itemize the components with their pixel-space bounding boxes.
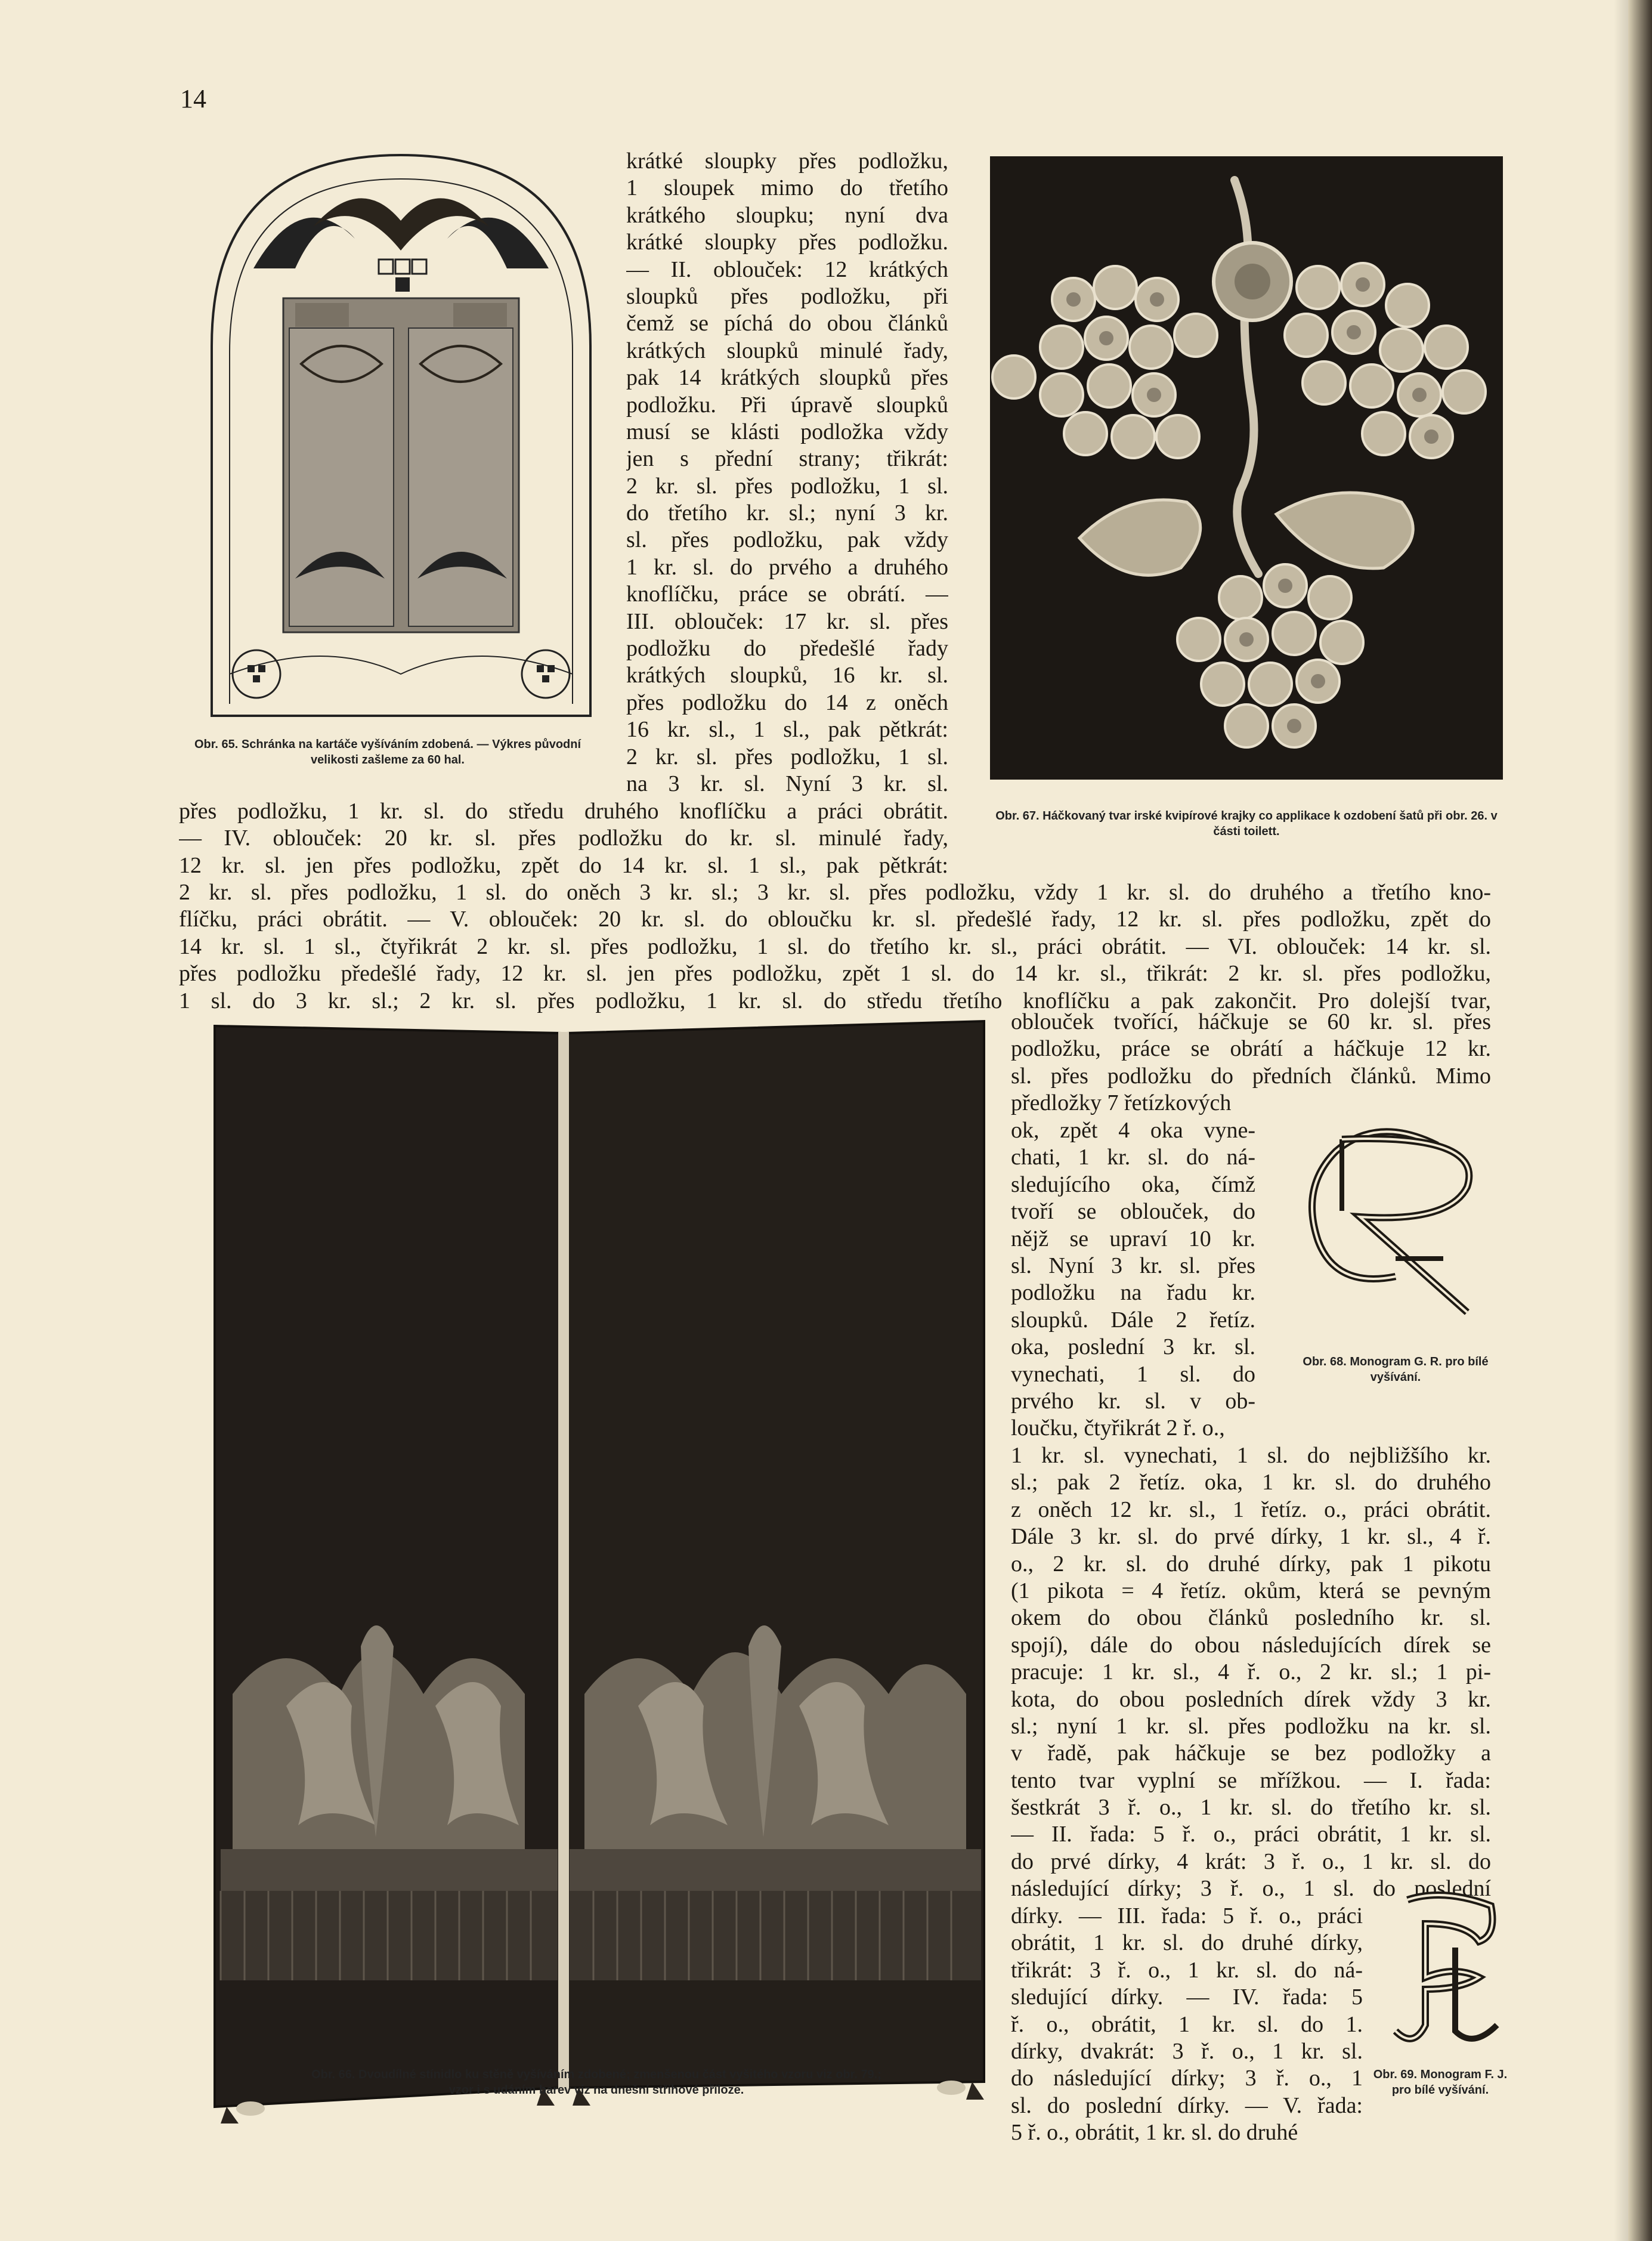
text-line: krátkých sloupků minulé řady, (626, 338, 948, 363)
text-line: sl. přes podložku do předních článků. Mimo (1011, 1063, 1491, 1089)
text-line: flíčku, práci obrátit. — V. oblouček: 20 kr. sl. do obloučku kr. sl. předešlé řady, 12 kr. sl. přes podložku, zpět do (179, 907, 1491, 932)
text-line: Dále 3 kr. sl. do prvé dírky, 1 kr. sl., 4 ř. (1011, 1524, 1491, 1550)
irish-lace-photo (990, 156, 1503, 780)
text-line: krátkého sloupku; nyní dva (626, 202, 948, 228)
figure-68-monogram-gr (1288, 1121, 1503, 1318)
figure-69-caption (1372, 2067, 1509, 2098)
text-column-c (179, 879, 1491, 1015)
text-line: sledující dírky. — IV. řada: 5 (1011, 1985, 1363, 2010)
text-line: 2 kr. sl. přes podložku, 1 sl. (626, 473, 948, 499)
text-line: sledujícího oka, čímž (1011, 1171, 1255, 1197)
text-line: třikrát: 3 ř. o., 1 kr. sl. do ná- (1011, 1957, 1363, 1983)
text-column-e (1011, 1117, 1255, 1442)
figure-67-caption-text: Háčkovaný tvar irské kvipírové krajky co applikace k ozdobení šatů při obr. 26. v části toilett. (1042, 809, 1498, 838)
text-line: následující dírky; 3 ř. o., 1 sl. do poslední (1011, 1876, 1491, 1902)
text-line: podložku. Při úpravě sloupků (626, 392, 948, 418)
figure-69-number: Obr. 69. (1373, 2068, 1418, 2081)
text-column-a (626, 148, 948, 798)
text-line: na 3 kr. sl. Nyní 3 kr. sl. (626, 771, 948, 796)
figure-68-number: Obr. 68. (1303, 1355, 1347, 1368)
figure-67-caption (990, 808, 1503, 839)
text-line: sl.; nyní 1 kr. sl. přes podložku na kr. sl. (1011, 1713, 1491, 1739)
text-line: musí se klásti podložka vždy (626, 419, 948, 444)
figure-67-number: Obr. 67. (995, 809, 1040, 823)
text-line: pak 14 krátkých sloupků přes (626, 365, 948, 391)
text-line: loučku, čtyřikrát 2 ř. o., (1011, 1415, 1225, 1441)
text-line: jen s přední strany; třikrát: (626, 446, 948, 472)
figure-68-caption (1300, 1354, 1491, 1385)
text-line: 2 kr. sl. přes podložku, 1 sl. (626, 744, 948, 769)
text-column-f (1011, 1442, 1491, 1903)
text-line: dírky. — III. řada: 5 ř. o., práci (1011, 1903, 1363, 1928)
text-line: do třetího kr. sl.; nyní 3 kr. (626, 500, 948, 526)
text-line: do následující dírky; 3 ř. o., 1 (1011, 2066, 1363, 2091)
text-line: 1 kr. sl. do prvého a druhého (626, 554, 948, 580)
text-line: oka, poslední 3 kr. sl. (1011, 1334, 1255, 1360)
text-line: sl.; pak 2 řetíz. oka, 1 kr. sl. do druhého (1011, 1470, 1491, 1495)
page-number: 14 (180, 84, 206, 113)
text-line: obrátit, 1 kr. sl. do druhé dírky, (1011, 1930, 1363, 1956)
text-line: vynechati, 1 sl. do (1011, 1361, 1255, 1387)
text-line: přes podložku do 14 z oněch (626, 690, 948, 715)
text-line: šestkrát 3 ř. o., 1 kr. sl. do třetího kr. sl. (1011, 1795, 1491, 1820)
text-line: ok, zpět 4 oka vyne- (1011, 1118, 1255, 1143)
page-edge (1628, 0, 1652, 2241)
text-line: podložku, práce se obrátí a háčkuje 12 kr. (1011, 1036, 1491, 1062)
text-line: čemž se píchá do obou článků (626, 311, 948, 336)
text-line: krátké sloupky přes podložku, (626, 149, 948, 174)
text-line: prvého kr. sl. v ob- (1011, 1388, 1255, 1414)
text-line: 14 kr. sl. 1 sl., čtyřikrát 2 kr. sl. přes podložku, 1 sl. do třetího kr. sl., práci obrátit. — VI. oblouček: 14 kr. sl. (179, 934, 1491, 959)
text-line: oblouček tvořící, háčkuje se 60 kr. sl. přes (1011, 1009, 1491, 1034)
text-line: — II. řada: 5 ř. o., práci obrátit, 1 kr. sl. (1011, 1822, 1491, 1847)
text-column-d (1011, 1009, 1491, 1117)
figure-66-number: Obr. 66. (311, 2068, 355, 2081)
text-line: z oněch 12 kr. sl., 1 řetíz. o., práci obrátit. (1011, 1497, 1491, 1522)
text-line: 1 sloupek mimo do třetího (626, 175, 948, 201)
text-line: do prvé dírky, 4 krát: 3 ř. o., 1 kr. sl. do (1011, 1849, 1491, 1874)
text-line: sloupků. Dále 2 řetíz. (1011, 1307, 1255, 1333)
figure-66-folding-screen (197, 1014, 990, 2123)
text-line: přes podložku, 1 kr. sl. do středu druhého knoflíčku a práci obrátit. (179, 799, 948, 824)
text-line: sl. do poslední dírky. — V. řada: (1011, 2092, 1363, 2118)
text-line: 5 ř. o., obrátit, 1 kr. sl. do druhé (1011, 2120, 1298, 2146)
text-line: o., 2 kr. sl. do druhé dírky, pak 1 pikotu (1011, 1551, 1491, 1577)
text-line: 1 kr. sl. vynechati, 1 sl. do nejbližšího kr. (1011, 1443, 1491, 1468)
text-line: III. oblouček: 17 kr. sl. přes (626, 608, 948, 634)
text-line: dírky, dvakrát: 3 ř. o., 1 kr. sl. (1011, 2038, 1363, 2064)
text-line: (1 pikota = 4 řetíz. okům, která se pevným (1011, 1578, 1491, 1603)
figure-69-monogram-fj (1390, 1888, 1503, 2055)
monogram-gr-drawing (1288, 1121, 1503, 1318)
text-line: — II. oblouček: 12 krátkých (626, 256, 948, 282)
text-line: nějž se upraví 10 kr. (1011, 1226, 1255, 1251)
text-line: předložky 7 řetízkových (1011, 1090, 1232, 1116)
text-line: 2 kr. sl. přes podložku, 1 sl. do oněch 3 kr. sl.; 3 kr. sl. přes podložku, vždy 1 kr. sl. do druhého a třetího kno- (179, 880, 1491, 905)
text-line: sl. přes podložku, pak vždy (626, 527, 948, 553)
text-line: sl. Nyní 3 kr. sl. přes (1011, 1253, 1255, 1278)
text-line: krátkých sloupků, 16 kr. sl. (626, 663, 948, 688)
text-column-g (1011, 1903, 1363, 2147)
text-line: krátké sloupky přes podložku. (626, 230, 948, 255)
page-edge-shadow (1614, 0, 1628, 2241)
figure-65-brush-box (206, 149, 596, 719)
text-line: podložku na řadu kr. (1011, 1280, 1255, 1306)
figure-65-number: Obr. 65. (194, 738, 239, 751)
text-line: v řadě, pak háčkuje se bez podložky a (1011, 1741, 1491, 1766)
text-line: — IV. oblouček: 20 kr. sl. přes podložku do kr. sl. minulé řady, (179, 826, 948, 851)
text-line: sloupků přes podložku, při (626, 283, 948, 309)
text-line: spojí), dále do obou následujících dírek se (1011, 1632, 1491, 1658)
text-line: tento tvar vyplní se mřížkou. — I. řada: (1011, 1767, 1491, 1793)
figure-69-caption-text: Monogram F. J. pro bílé vyšívání. (1391, 2068, 1508, 2097)
brush-box-illustration (206, 149, 596, 719)
text-line: podložku do předešlé řady (626, 636, 948, 662)
text-line: přes podložku předešlé řady, 12 kr. sl. jen přes podložku, zpět 1 sl. do 14 kr. sl., třikrát: 2 kr. sl. přes podložku, (179, 961, 1491, 987)
figure-65-caption-text: Schránka na kartáče vyšíváním zdobená. — Výkres původní velikosti zašleme za 60 hal. (241, 738, 581, 766)
text-line: tvoří se oblouček, do (1011, 1199, 1255, 1225)
figure-66-caption-text: Dvoudílné stínidlo ku stěně vyšíváním zdobené; zmenšenou část vyšitého vzoru viz obr. 79.; vzor i s udáním barev viz na dnešní střihové příloze. (358, 2068, 881, 2097)
figure-66-caption (298, 2067, 895, 2098)
text-line: 1 sl. do 3 kr. sl.; 2 kr. sl. přes podložku, 1 kr. sl. do středu třetího knoflíčku a pak zakončit. Pro dolejší tvar, (179, 988, 1491, 1013)
text-line: pracuje: 1 kr. sl., 4 ř. o., 2 kr. sl.; 1 pi- (1011, 1659, 1491, 1685)
text-line: ř. o., obrátit, 1 kr. sl. do 1. (1011, 2011, 1363, 2037)
folding-screen-photo (197, 1014, 990, 2123)
text-line: 16 kr. sl., 1 sl., pak pětkrát: (626, 717, 948, 743)
text-line: knoflíčku, práce se obrátí. — (626, 582, 948, 607)
text-column-b (179, 798, 948, 879)
figure-67-irish-lace (990, 156, 1503, 780)
monogram-fj-drawing (1390, 1888, 1503, 2055)
text-line: chati, 1 kr. sl. do ná- (1011, 1145, 1255, 1170)
text-line: kota, do obou posledních dírek vždy 3 kr. (1011, 1686, 1491, 1712)
figure-65-caption (179, 737, 596, 768)
text-line: 12 kr. sl. jen přes podložku, zpět do 14 kr. sl. 1 sl., pak pětkrát: (179, 852, 948, 878)
figure-68-caption-text: Monogram G. R. pro bílé vyšívání. (1350, 1355, 1489, 1384)
text-line: okem do obou článků posledního kr. sl. (1011, 1605, 1491, 1631)
